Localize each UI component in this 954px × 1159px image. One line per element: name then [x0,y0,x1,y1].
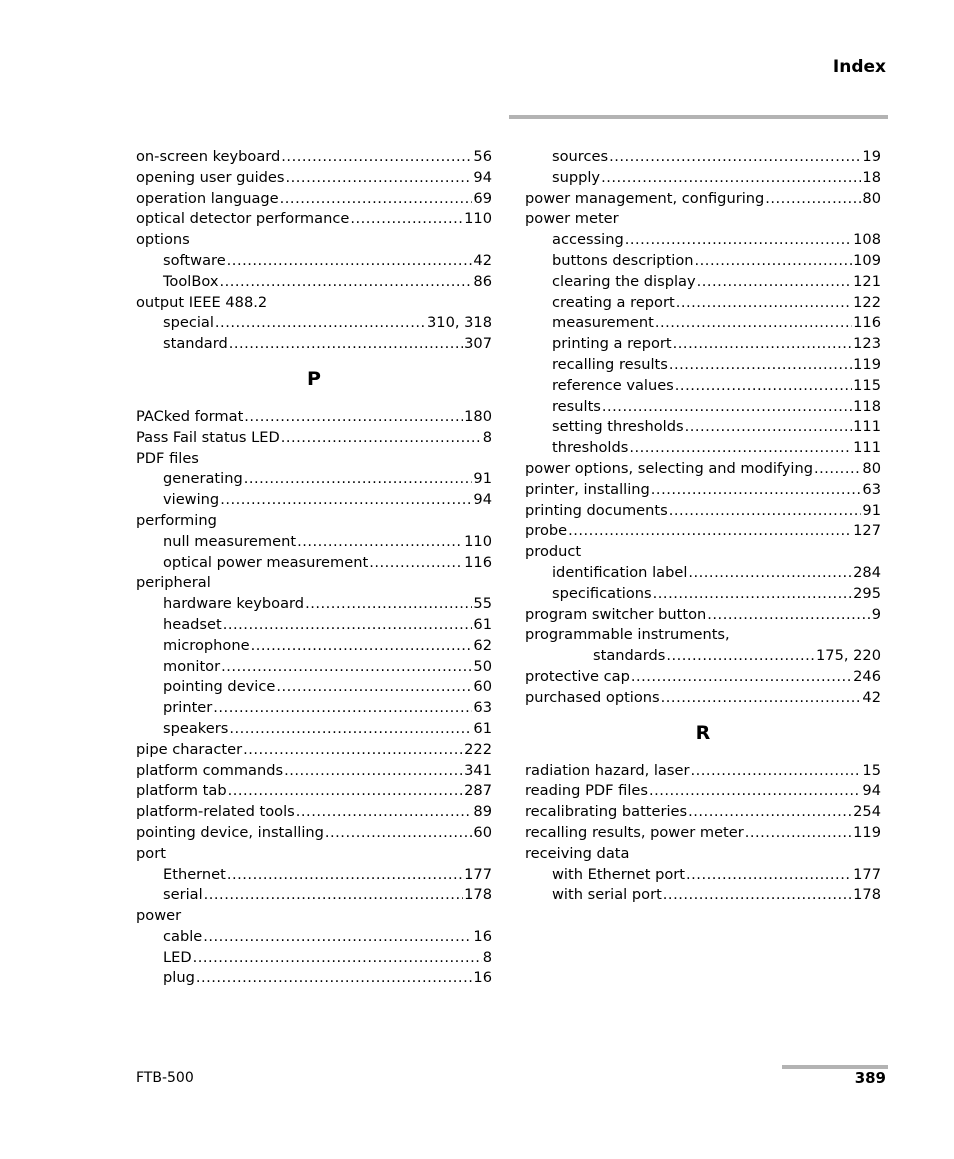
dot-leader [220,490,472,511]
index-entry [136,147,492,168]
dot-leader [688,563,852,584]
dot-leader [243,740,463,761]
index-entry [525,459,881,480]
index-term: recalibrating batteries [525,803,688,821]
index-term: platform commands [136,761,284,779]
index-term: output IEEE 488.2 [136,293,268,311]
index-subentry [136,553,492,574]
index-page-ref: 110 [464,210,492,228]
index-page-ref: 246 [853,667,881,685]
dot-leader [649,781,861,802]
index-subentry [525,563,881,584]
index-term: purchased options [525,688,660,706]
index-page-ref: 307 [464,335,492,353]
index-term: standard [163,335,228,353]
index-page-ref: 69 [473,189,492,207]
index-page-ref: 178 [853,886,881,904]
index-entry [525,688,881,709]
index-term: null measurement [163,532,297,550]
index-term: hardware keyboard [163,595,305,613]
index-subentry [136,968,492,989]
index-entry [525,781,881,802]
index-term: plug [163,969,195,987]
index-page-ref: 91 [473,470,492,488]
index-page-ref: 16 [473,969,492,987]
index-term: performing [136,511,217,529]
header-rule [509,115,888,119]
index-term: standards [593,647,666,665]
index-term: reading PDF files [525,782,648,800]
dot-leader [653,584,852,605]
index-entry [136,293,492,314]
index-subentry [525,272,881,293]
index-term: cable [163,927,203,945]
index-entry [525,521,881,542]
index-page-ref: 86 [473,272,492,290]
dot-leader [568,521,852,542]
dot-leader [655,313,852,334]
dot-leader [229,334,463,355]
index-page-ref: 122 [853,293,881,311]
index-entry [136,740,492,761]
page-header-title: Index [832,57,886,77]
index-column-right [525,147,881,906]
dot-leader [625,230,852,251]
index-page-ref: 254 [853,803,881,821]
dot-leader [663,885,852,906]
index-page-ref: 50 [473,657,492,675]
index-term: setting thresholds [552,418,684,436]
index-page-ref: 110 [464,532,492,550]
index-term: viewing [163,491,220,509]
index-page-ref: 119 [853,355,881,373]
index-subentry [136,251,492,272]
index-term: peripheral [136,574,211,592]
index-page-ref: 109 [853,251,881,269]
index-subentry [525,313,881,334]
dot-leader [609,147,861,168]
index-entry [136,823,492,844]
index-term: headset [163,615,222,633]
index-entry [136,781,492,802]
dot-leader [228,781,464,802]
index-subentry [525,885,881,906]
dot-leader [227,251,473,272]
index-page-ref: 178 [464,886,492,904]
dot-leader [196,968,473,989]
index-page-ref: 119 [853,823,881,841]
footer-page-number: 389 [854,1069,886,1087]
index-term: power [136,907,182,925]
index-page-ref: 61 [473,615,492,633]
index-page-ref: 116 [853,314,881,332]
dot-leader [221,657,472,678]
dot-leader [281,428,482,449]
dot-leader [602,397,852,418]
index-entry [136,761,492,782]
index-page-ref: 123 [853,335,881,353]
index-subentry [136,865,492,886]
index-term: pointing device [163,678,276,696]
dot-leader [745,823,852,844]
index-term: reference values [552,376,674,394]
index-term: program switcher button [525,605,707,623]
index-page-ref: 55 [473,595,492,613]
index-page-ref: 8 [482,948,492,966]
dot-leader [223,615,473,636]
index-term: radiation hazard, laser [525,761,690,779]
index-subentry [525,376,881,397]
dot-leader [244,469,473,490]
index-term: buttons description [552,251,694,269]
index-entry [136,209,492,230]
index-entry [525,823,881,844]
index-page-ref: 42 [473,251,492,269]
index-term: speakers [163,719,229,737]
dot-leader [631,667,852,688]
index-subentry [136,719,492,740]
index-entry [136,844,492,865]
index-page-ref: 94 [862,782,881,800]
index-term: optical detector performance [136,210,350,228]
index-subentry [525,865,881,886]
index-term: with Ethernet port [552,865,686,883]
index-subentry [525,293,881,314]
dot-leader [251,636,473,657]
index-entry [525,761,881,782]
index-term: printer, installing [525,480,650,498]
index-page-ref: 19 [862,148,881,165]
index-entry [136,511,492,532]
index-subentry [136,334,492,355]
index-page-ref: 80 [862,189,881,207]
dot-leader [695,251,853,272]
index-term: monitor [163,657,221,675]
index-term: identification label [552,563,688,581]
dot-leader [661,688,862,709]
index-page-ref: 287 [464,782,492,800]
dot-leader [219,272,472,293]
dot-leader [669,355,852,376]
dot-leader [325,823,473,844]
index-page-ref: 115 [853,376,881,394]
dot-leader [244,407,463,428]
index-term: opening user guides [136,168,285,186]
dot-leader [669,501,862,522]
index-page-ref: 80 [862,459,881,477]
index-page-ref: 177 [853,865,881,883]
dot-leader [369,553,463,574]
index-subentry [136,594,492,615]
index-term: protective cap [525,667,630,685]
index-subentry [136,657,492,678]
dot-leader [673,334,852,355]
index-subentry [136,490,492,511]
index-term: product [525,543,582,561]
index-entry [136,802,492,823]
index-term: power options, selecting and modifying [525,459,813,477]
index-entry [525,189,881,210]
index-page-ref: 94 [473,491,492,509]
index-page-ref: 341 [464,761,492,779]
dot-leader [688,802,852,823]
dot-leader [281,147,472,168]
index-page-ref: 42 [862,688,881,706]
index-page-ref: 111 [853,439,881,457]
dot-leader [765,189,861,210]
index-page-ref: 60 [473,678,492,696]
index-term: printer [163,699,213,717]
dot-leader [707,605,870,626]
index-page-ref: 127 [853,522,881,540]
index-term: measurement [552,314,654,332]
dot-leader [227,865,463,886]
index-entry [525,542,881,563]
dot-leader [685,417,853,438]
dot-leader [296,802,473,823]
index-term: power meter [525,210,619,228]
index-term: ToolBox [163,272,219,290]
dot-leader [690,761,861,782]
index-entry [136,428,492,449]
index-term: port [136,844,166,862]
dot-leader [651,480,862,501]
index-term: platform-related tools [136,803,295,821]
index-subentry [525,438,881,459]
index-term: pipe character [136,740,243,758]
index-subentry [525,584,881,605]
index-entry [136,573,492,594]
index-term: PDF files [136,449,199,467]
dot-leader [280,189,473,210]
index-entry [525,480,881,501]
index-page-ref: 9 [871,605,881,623]
index-term: generating [163,470,243,488]
index-entry [525,501,881,522]
index-section-letter: R [695,721,711,744]
index-entry [136,449,492,470]
index-term: recalling results, power meter [525,823,744,841]
index-subentry [136,948,492,969]
index-term: with serial port [552,886,662,904]
index-term: platform tab [136,782,227,800]
index-page-ref: 180 [464,407,492,425]
index-term: microphone [163,636,250,654]
index-term: thresholds [552,439,629,457]
index-subentry [136,469,492,490]
index-column-left [136,147,492,989]
index-page-ref: 16 [473,927,492,945]
dot-leader [284,761,463,782]
index-term: optical power measurement [163,553,369,571]
index-subentry [136,532,492,553]
index-page-ref: 116 [464,553,492,571]
dot-leader [215,313,426,334]
index-entry [525,667,881,688]
dot-leader [350,209,463,230]
index-term: software [163,251,226,269]
dot-leader [213,698,472,719]
index-term: on-screen keyboard [136,148,281,165]
index-subentry [136,636,492,657]
index-page-ref: 121 [853,272,881,290]
index-subentry [525,168,881,189]
index-page-ref: 91 [862,501,881,519]
index-term: receiving data [525,844,630,862]
index-page-ref: 63 [862,480,881,498]
dot-leader [193,948,482,969]
index-term: Pass Fail status LED [136,428,280,446]
index-term: recalling results [552,355,668,373]
index-subentry [525,646,881,667]
index-term: specifications [552,584,652,602]
index-term: printing a report [552,335,672,353]
index-term: pointing device, installing [136,823,324,841]
index-term: probe [525,522,568,540]
index-page-ref: 111 [853,418,881,436]
index-term: results [552,397,601,415]
index-term: accessing [552,231,624,249]
dot-leader [305,594,472,615]
dot-leader [814,459,861,480]
index-term: PACked format [136,407,244,425]
dot-leader [204,885,464,906]
index-term: power management, configuring [525,189,765,207]
index-subentry [525,397,881,418]
index-subentry [136,885,492,906]
index-page-ref: 295 [853,584,881,602]
index-page-ref: 118 [853,397,881,415]
index-term: Ethernet [163,865,226,883]
index-entry [525,605,881,626]
index-subentry [136,615,492,636]
index-page-ref: 60 [473,823,492,841]
dot-leader [697,272,853,293]
index-page-ref: 18 [862,168,881,186]
index-term: operation language [136,189,279,207]
index-page-ref: 108 [853,231,881,249]
index-subentry [136,272,492,293]
index-entry [136,407,492,428]
index-subentry [136,313,492,334]
dot-leader [601,168,861,189]
index-entry [136,168,492,189]
index-subentry [525,355,881,376]
index-page-ref: 61 [473,719,492,737]
dot-leader [286,168,473,189]
index-subentry [525,417,881,438]
index-term: creating a report [552,293,675,311]
index-page-ref: 89 [473,803,492,821]
index-page-ref: 15 [862,761,881,779]
index-page-ref: 8 [482,428,492,446]
index-subentry [525,334,881,355]
index-term: special [163,314,214,332]
index-term: programmable instruments, [525,626,730,644]
index-term: clearing the display [552,272,696,290]
index-page-ref: 310, 318 [427,314,492,332]
dot-leader [297,532,463,553]
index-page-ref: 175, 220 [816,647,881,665]
index-entry [525,844,881,865]
index-page-ref: 177 [464,865,492,883]
index-entry [136,906,492,927]
index-subentry [525,230,881,251]
index-entry [525,625,881,646]
index-term: printing documents [525,501,668,519]
index-term: options [136,231,190,249]
index-page-ref: 63 [473,699,492,717]
index-page-ref: 222 [464,740,492,758]
footer-document-name: FTB-500 [136,1070,194,1086]
index-page-ref: 62 [473,636,492,654]
index-subentry [525,147,881,168]
dot-leader [276,677,472,698]
index-subentry [525,251,881,272]
index-section-letter: P [307,367,321,390]
index-page-ref: 284 [853,563,881,581]
index-term: sources [552,148,609,165]
index-subentry [136,927,492,948]
index-entry [525,802,881,823]
index-term: serial [163,886,203,904]
index-entry [136,189,492,210]
index-entry [136,230,492,251]
index-entry [525,209,881,230]
index-subentry [136,677,492,698]
dot-leader [629,438,852,459]
dot-leader [229,719,472,740]
index-page-ref: 94 [473,168,492,186]
index-term: supply [552,168,601,186]
dot-leader [675,376,852,397]
dot-leader [676,293,852,314]
index-term: LED [163,948,192,966]
index-page-ref: 56 [473,148,492,165]
index-subentry [136,698,492,719]
dot-leader [666,646,815,667]
dot-leader [686,865,852,886]
dot-leader [203,927,472,948]
